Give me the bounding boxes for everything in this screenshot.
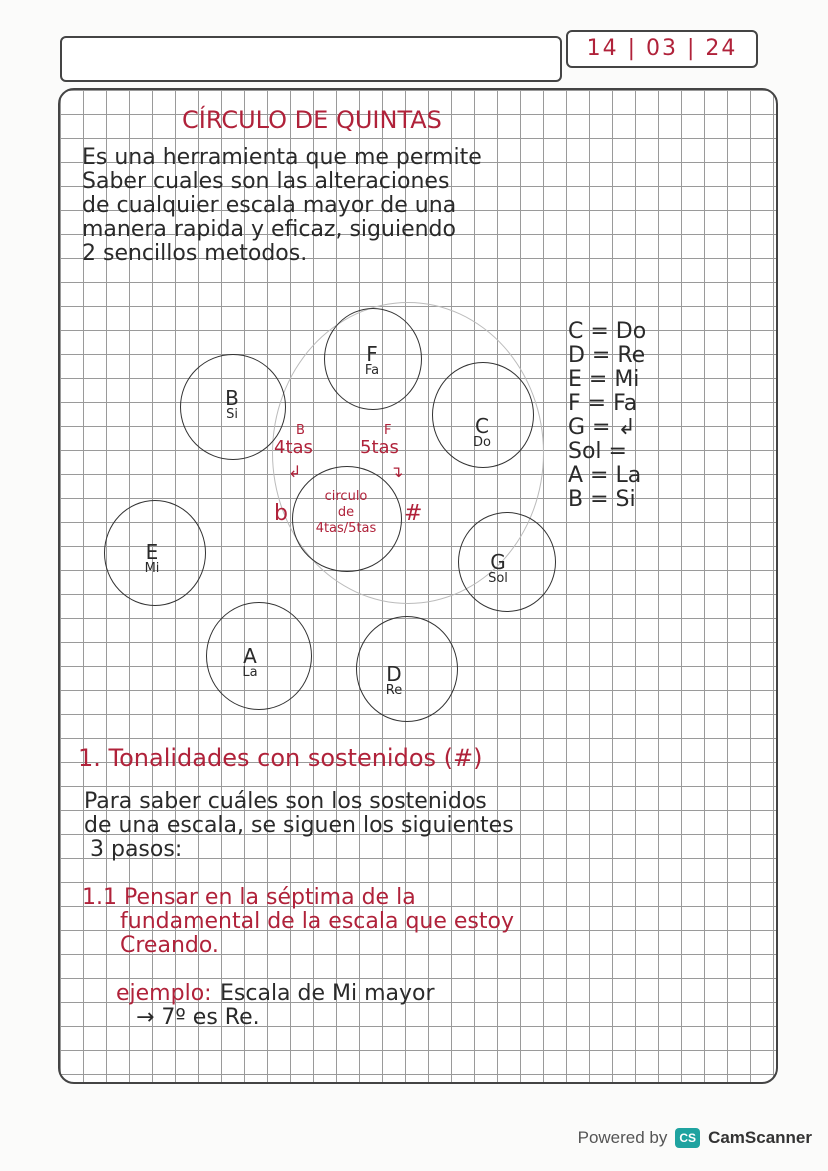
fifths-label: 5tas [360,437,399,458]
fourths-label: 4tas [274,437,313,458]
center-label: de [337,505,355,520]
intro-line: Es una herramienta que me permite [82,145,482,170]
intro-line: manera rapida y eficaz, siguiendo [82,217,456,242]
example-text: Escala de Mi mayor [220,981,435,1006]
note-g: G Sol [488,550,508,586]
legend-item: E = Mi [568,367,640,392]
arrow-right-icon: ↴ [390,462,404,481]
date-box [566,30,758,68]
note-b: B Si [225,386,239,422]
intro-line: de cualquier escala mayor de una [82,193,457,218]
section-para-line: Para saber cuáles son los sostenidos [84,789,487,814]
fourths-sup: B [296,423,305,438]
note-c: C Do [473,414,491,450]
fifths-sup: F [384,423,392,438]
note-d: D Re [385,662,403,698]
center-label: circulo [324,489,368,504]
note-a: A La [242,644,258,680]
legend-item: D = Re [568,343,646,368]
legend-item: Sol = [568,439,627,464]
legend-item: B = Si [568,487,636,512]
flat-symbol: b [274,501,288,526]
camscanner-brand: CamScanner [708,1128,812,1147]
scanner-watermark [578,1128,812,1148]
notebook-sheet [58,88,778,1084]
step-line: 1.1 Pensar en la séptima de la [82,885,416,910]
legend-item: F = Fa [568,391,638,416]
step-line: Creando. [120,933,219,958]
example-label: ejemplo: [116,981,212,1006]
legend-item: G = ↲ [568,415,636,440]
intro-line: Saber cuales son las alteraciones [82,169,450,194]
center-label: 4tas/5tas [315,521,377,536]
section-heading: 1. Tonalidades con sostenidos (#) [78,744,483,772]
date-text: 14 | 03 | 24 [586,36,738,61]
example-result: → 7º es Re. [136,1005,260,1030]
title-field-box [60,36,562,82]
page-title: CÍRCULO DE QUINTAS [182,106,442,134]
camscanner-logo-icon: CS [675,1128,700,1148]
legend-item: A = La [568,463,642,488]
section-para-line: de una escala, se siguen los siguientes [84,813,514,838]
note-f: F Fa [364,342,380,378]
arrow-left-icon: ↲ [288,462,302,481]
step-line: fundamental de la escala que estoy [120,909,514,934]
section-para-line: 3 pasos: [90,837,183,862]
note-e: E Mi [144,540,160,576]
powered-by-text: Powered by [577,1128,668,1147]
sharp-symbol: # [404,501,423,526]
intro-line: 2 sencillos metodos. [82,241,308,266]
legend-item: C = Do [568,319,647,344]
